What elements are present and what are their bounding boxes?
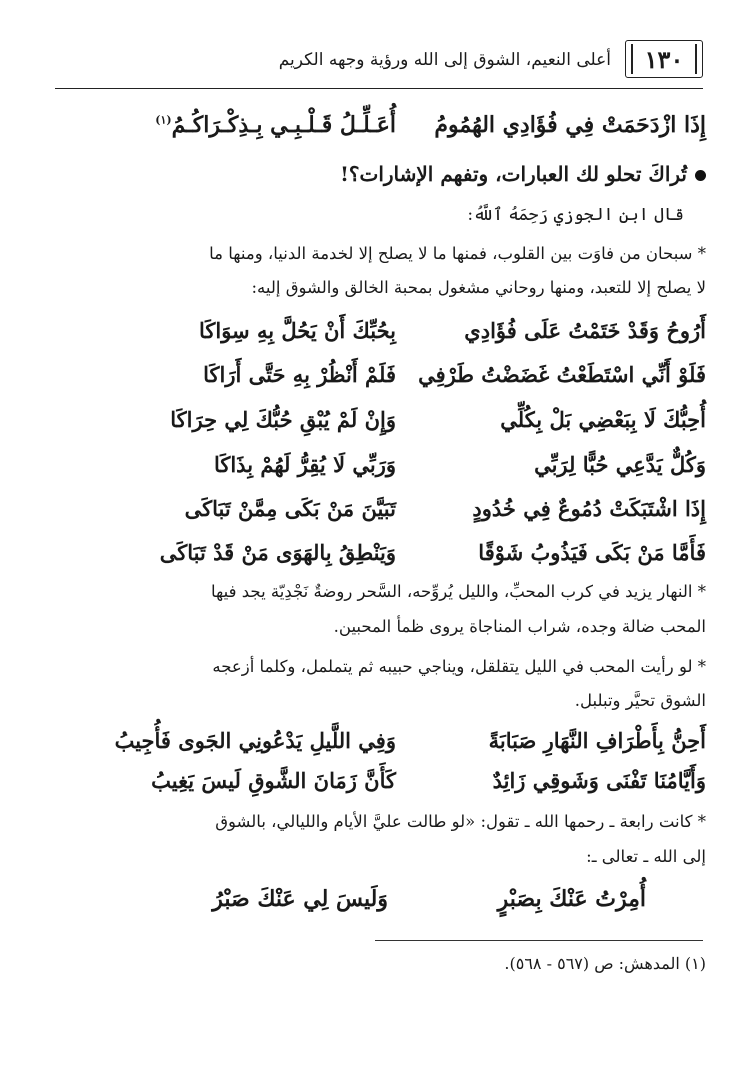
- final-verse: [78, 886, 706, 926]
- paragraph-line: * كانت رابعة ـ رحمها الله ـ تقول: «لو طالت عليَّ الأيام والليالي، بالشوق: [215, 812, 706, 831]
- poem-verse: [78, 362, 706, 402]
- opening-verse: [78, 112, 706, 152]
- header-divider: [55, 88, 703, 89]
- running-title: أعلى النعيم، الشوق إلى الله ورؤية وجهه الكريم: [278, 50, 611, 70]
- verse-first-hemistich: أَحِنُّ بِأَطْرَافِ النَّهَارِ صَبَابَةً: [488, 728, 706, 753]
- verse-first-hemistich: فَأَمَّا مَنْ بَكَى فَيَذُوبُ شَوْقًا: [478, 540, 706, 565]
- footnote-marker: (١): [155, 113, 172, 127]
- verse-second-hemistich: بِحُبِّكَ أَنْ يَحُلَّ بِهِ سِوَاكَا: [198, 318, 396, 343]
- verse-second-text: أُعَـلِّـلُ قَـلْـبِـي بِـذِكْـرَاكُـمُ: [171, 112, 396, 138]
- verse-second-hemistich: وَإِنْ لَمْ يُبْقِ حُبُّكَ لِي حِرَاكَا: [170, 407, 396, 432]
- poem-verse: [78, 496, 706, 536]
- poem-verse: [78, 318, 706, 358]
- verse-second-hemistich: تَبَيَّنَ مَنْ بَكَى مِمَّنْ تَبَاكَى: [184, 496, 396, 521]
- footnote: (١) المدهش: ص (٥٦٧ - ٥٦٨).: [504, 954, 706, 973]
- quote-line: لا يصلح إلا للتعبد، ومنها روحاني مشغول بمحبة الخالق والشوق إليه:: [251, 278, 706, 297]
- verse-second-hemistich: وَلَيسَ لِي عَنْكَ صَبْرُ: [212, 886, 388, 912]
- poem-verse: [78, 728, 706, 768]
- attribution: قال ابن الجوزي رَحِمَهُ ٱللَّهُ:: [467, 205, 684, 225]
- paragraph-line: المحب ضالة وجده، شراب المناجاة يروى ظمأ المحبين.: [333, 617, 706, 636]
- bullet-dot-icon: [695, 170, 706, 181]
- verse-first-hemistich: فَلَوْ أَنِّي اسْتَطَعْتُ غَضَضْتُ طَرْفِي: [418, 362, 706, 387]
- page-header: [55, 40, 703, 90]
- footnote-divider: [375, 940, 703, 941]
- verse-second-hemistich: كَأَنَّ زَمَانَ الشَّوقِ لَيسَ يَغِيبُ: [151, 768, 396, 793]
- verse-first-hemistich: وَأَيَّامُنَا تَفْنَى وَشَوقِي زَائِدٌ: [492, 768, 706, 793]
- poem-verse: [78, 540, 706, 580]
- paragraph-line: * لو رأيت المحب في الليل يتقلقل، ويناجي حبيبه ثم يتململ، وكلما أزعجه: [212, 657, 706, 676]
- verse-first-hemistich: إِذَا ازْدَحَمَتْ فِي فُؤَادِي الهُمُومُ: [434, 112, 706, 138]
- page-number: ١٣٠: [625, 40, 703, 78]
- verse-second-hemistich: [78, 112, 396, 138]
- verse-second-hemistich: فَلَمْ أَنْظُرْ بِهِ حَتَّى أَرَاكَا: [203, 362, 396, 387]
- paragraph-line: إلى الله ـ تعالى ـ:: [586, 847, 706, 866]
- quote-line: * سبحان من فاوَت بين القلوب، فمنها ما لا يصلح إلا لخدمة الدنيا، ومنها ما: [209, 244, 706, 263]
- poem-verse: [78, 452, 706, 492]
- verse-second-hemistich: وَفِي اللَّيلِ يَدْعُونِي الجَوى فَأُجِيبُ: [114, 728, 396, 753]
- poem-verse: [78, 407, 706, 447]
- verse-second-hemistich: وَرَبِّي لَا يُقِرُّ لَهُمْ بِذَاكَا: [213, 452, 396, 477]
- bullet-question: [78, 162, 706, 186]
- verse-first-hemistich: وَكُلٌّ يَدَّعِي حُبًّا لِرَبِّي: [534, 452, 706, 477]
- verse-first-hemistich: إِذَا اشْتَبَكَتْ دُمُوعٌ فِي خُدُودٍ: [472, 496, 706, 521]
- paragraph-line: الشوق تحيَّر وتبلبل.: [574, 691, 706, 710]
- verse-first-hemistich: أُحِبُّكَ لَا بِبَعْضِي بَلْ بِكُلِّي: [500, 407, 706, 432]
- verse-first-hemistich: أَرُوحُ وَقَدْ خَتَمْتُ عَلَى فُؤَادِي: [464, 318, 706, 343]
- bullet-question-text: تُراكَ تحلو لك العبارات، وتفهم الإشارات؟!: [340, 162, 687, 186]
- verse-second-hemistich: وَيَنْطِقُ بِالهَوَى مَنْ قَدْ تَبَاكَى: [159, 540, 396, 565]
- poem-verse: [78, 768, 706, 808]
- verse-first-hemistich: أُمِرْتُ عَنْكَ بِصَبْرٍ: [497, 886, 646, 912]
- paragraph-line: * النهار يزيد في كرب المحبِّ، والليل يُروِّحه، السَّحر روضةٌ نَجْدِيّة يجد فيها: [211, 582, 706, 601]
